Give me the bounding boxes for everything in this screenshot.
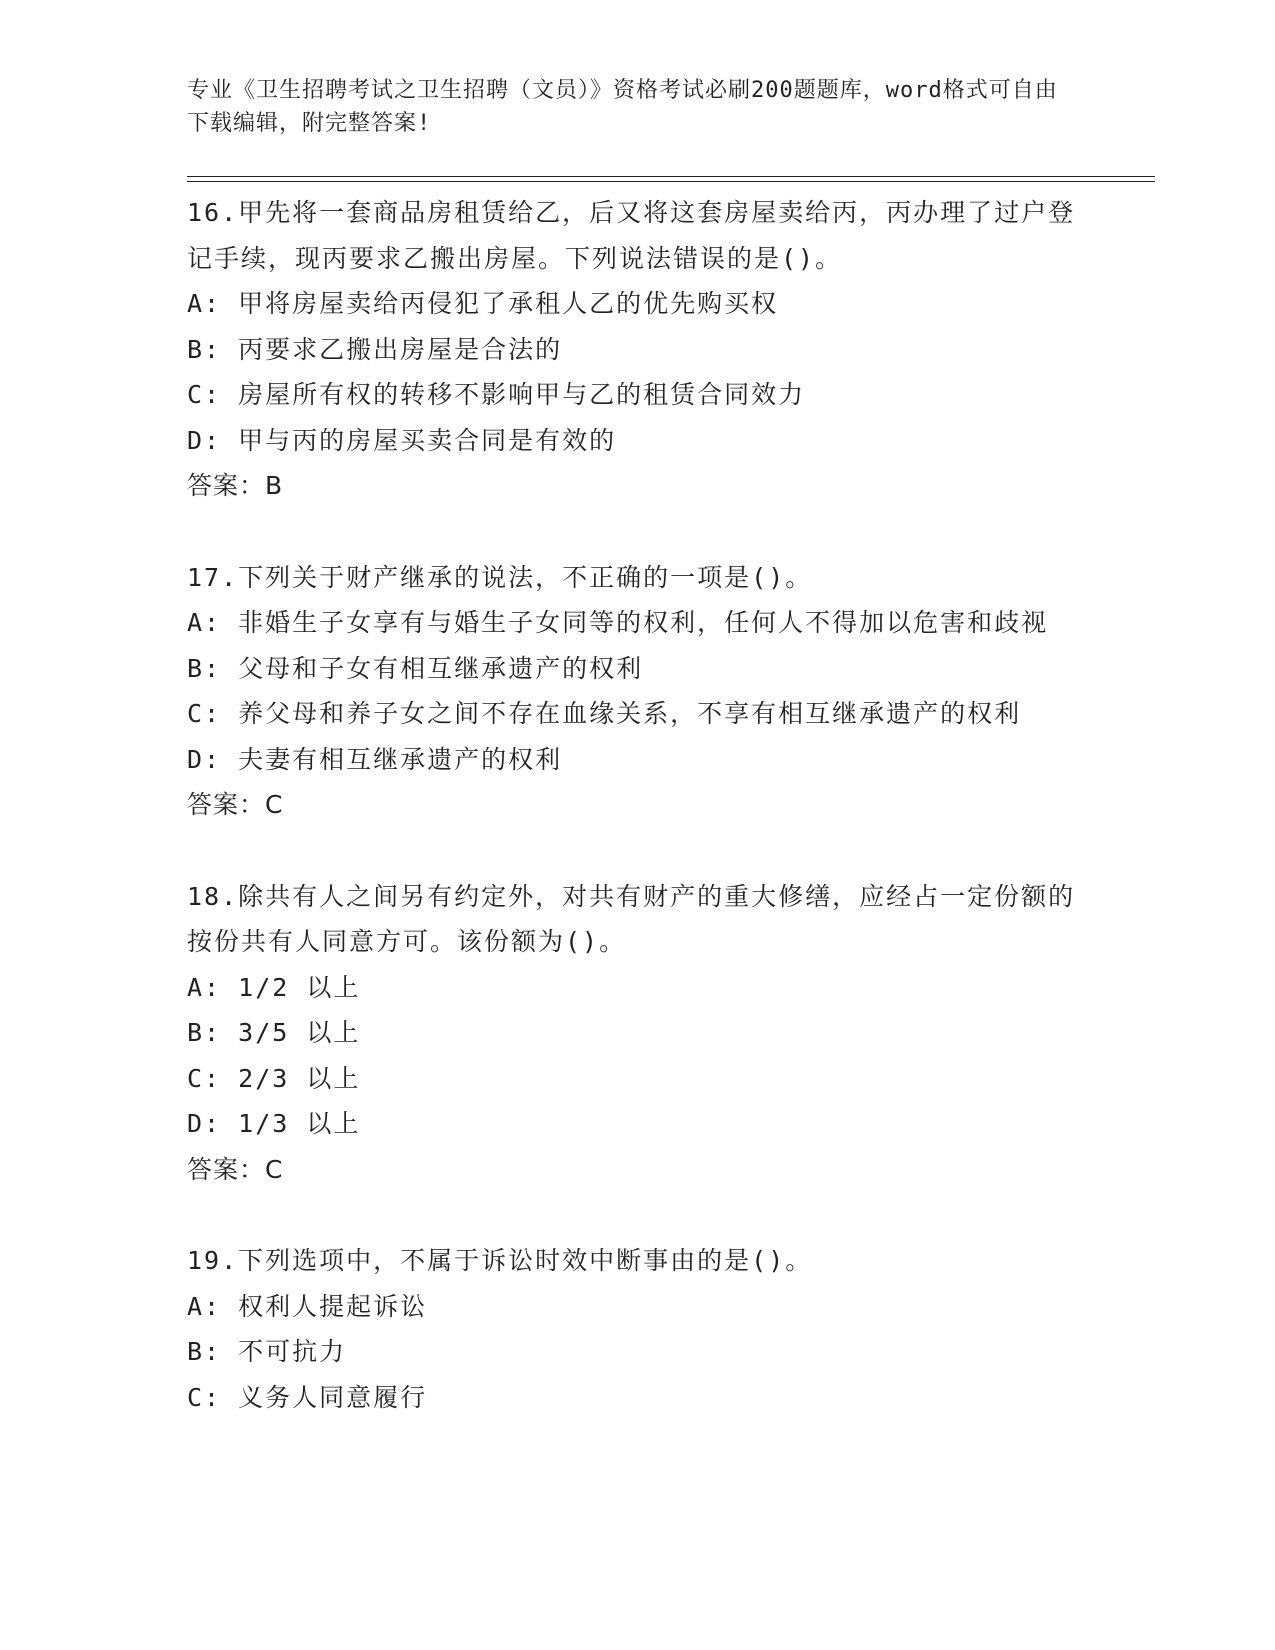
answer-label: 答案：C <box>187 790 284 819</box>
question-19 <box>187 1238 1087 1420</box>
question-stem: 19.下列选项中，不属于诉讼时效中断事由的是()。 <box>187 1246 813 1275</box>
option-c: C: 2/3 以上 <box>187 1063 361 1093</box>
option-b: B: 丙要求乙搬出房屋是合法的 <box>187 334 563 364</box>
option-b: B: 父母和子女有相互继承遗产的权利 <box>187 653 644 683</box>
option-c: C: 房屋所有权的转移不影响甲与乙的租赁合同效力 <box>187 380 806 409</box>
option-a: A: 非婚生子女享有与婚生子女同等的权利，任何人不得加以危害和歧视 <box>187 608 1049 637</box>
option-a: A: 1/2 以上 <box>187 972 361 1002</box>
option-a: A: 甲将房屋卖给丙侵犯了承租人乙的优先购买权 <box>187 289 779 318</box>
question-18 <box>187 874 1087 1193</box>
document-header: 专业《卫生招聘考试之卫生招聘（文员）》资格考试必刷200题题库，word格式可自由下载编辑，附完整答案! <box>187 78 1058 136</box>
option-b: B: 3/5 以上 <box>187 1018 361 1047</box>
option-d: D: 夫妻有相互继承遗产的权利 <box>187 744 563 774</box>
option-a: A: 权利人提起诉讼 <box>187 1291 428 1321</box>
question-stem: 16.甲先将一套商品房租赁给乙，后又将这套房屋卖给丙，丙办理了过户登记手续，现丙要求乙搬出房屋。下列说法错误的是()。 <box>187 198 1076 273</box>
question-stem: 18.除共有人之间另有约定外，对共有财产的重大修缮，应经占一定份额的按份共有人同意方可。该份额为()。 <box>187 881 1076 956</box>
option-d: D: 1/3 以上 <box>187 1109 361 1138</box>
option-b: B: 不可抗力 <box>187 1337 347 1366</box>
header-divider-top <box>187 176 1155 177</box>
question-16 <box>187 190 1087 509</box>
option-c: C: 义务人同意履行 <box>187 1382 428 1412</box>
option-d: D: 甲与丙的房屋买卖合同是有效的 <box>187 425 617 455</box>
header-divider-bottom <box>187 181 1155 182</box>
answer-label: 答案：C <box>187 1154 284 1184</box>
question-17 <box>187 555 1087 828</box>
question-list <box>187 190 1087 1420</box>
question-stem: 17.下列关于财产继承的说法，不正确的一项是()。 <box>187 562 813 592</box>
answer-label: 答案：B <box>187 471 284 500</box>
option-c: C: 养父母和养子女之间不存在血缘关系，不享有相互继承遗产的权利 <box>187 699 1022 728</box>
